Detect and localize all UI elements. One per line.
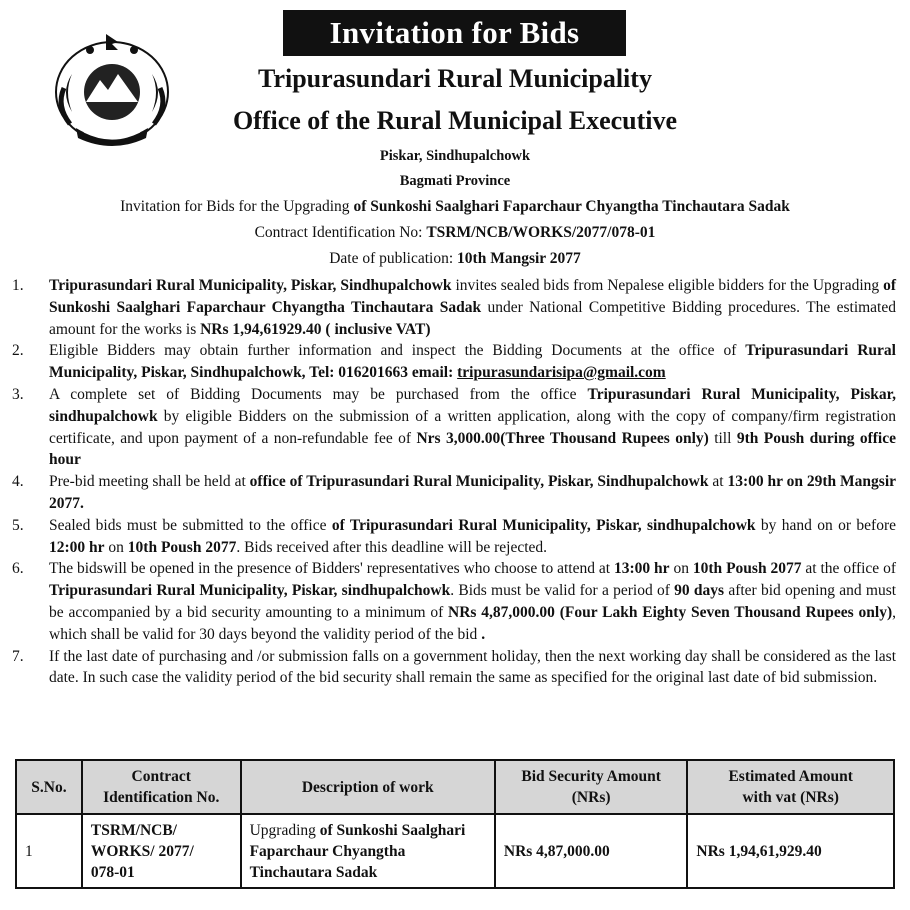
list-item: 2. Eligible Bidders may obtain further information and inspect the Bidding Documents at the office of Tripurasundari Rural Municipality, Piskar, Sindhupalchowk, Tel: 016201663 email: tripurasundarisipa@gmail.com [12,342,896,382]
header-contract-id: Contract Identification No. [82,760,241,814]
list-item: 6. The bidswill be opened in the presence of Bidders' representatives who choose to attend at 13:00 hr on 10th Poush 2077 at the office of Tripurasundari Rural Municipality, Piskar, sindhupalchowk. Bids must be valid for a period of 90 days after bid opening and must be accompanied by a bid security amounting to a minimum of NRs 4,87,000.00 (Four Lakh Eighty Seven Thousand Rupees only), which shall be valid for 30 days beyond the validity period of the bid . [12,560,897,643]
list-item: 3. A complete set of Bidding Documents may be purchased from the office Tripurasundari Rural Municipality, Piskar, sindhupalchowk by eligible Bidders on the submission of a written application, along with the copy of company/firm registration certificate, and upon payment of a non-refundable fee of Nrs 3,000.00(Three Thousand Rupees only) till 9th Poush during office hour [12,385,897,469]
table-row [16,814,894,888]
cell-description: Upgrading of Sunkoshi Saalghari Faparchaur Chyangtha Tinchautara Sadak [241,814,495,888]
organization-name: Tripurasundari Rural Municipality [258,64,652,93]
header-bid-security: Bid Security Amount (NRs) [495,760,688,814]
bid-instructions-list [0,275,910,689]
list-item: 4. Pre-bid meeting shall be held at office of Tripurasundari Rural Municipality, Piskar, Sindhupalchowk at 13:00 hr on 29th Mangsir 2077. [12,473,897,512]
cell-contract-id: TSRM/NCB/ WORKS/ 2077/ 078-01 [82,814,241,888]
table-header-row [16,760,894,814]
list-item: 7. If the last date of purchasing and /or submission falls on a government holiday, then the next working day shall be considered as the last date. In such case the validity period of the bid security shall remain the same as specified for the original last date of bid submission. [12,647,896,687]
email-link[interactable]: tripurasundarisipa@gmail.com [457,364,666,382]
address-line-2: Bagmati Province [399,173,511,189]
header-sno: S.No. [16,760,82,814]
header-description: Description of work [241,760,495,814]
cell-estimated-amount: NRs 1,94,61,929.40 [687,814,894,888]
header-estimated-amount: Estimated Amount with vat (NRs) [687,760,894,814]
contract-id-line: Contract Identification No: TSRM/NCB/WORKS/2077/078-01 [254,224,656,241]
cell-sno: 1 [16,814,82,888]
cell-bid-security: NRs 4,87,000.00 [495,814,688,888]
list-item: 5. Sealed bids must be submitted to the office of Tripurasundari Rural Municipality, Piskar, sindhupalchowk by hand on or before 12:00 hr on 10th Poush 2077. Bids received after this deadline will be rejected. [12,516,896,556]
publication-date-line: Date of publication: 10th Mangsir 2077 [329,250,581,267]
list-item: 1. Tripurasundari Rural Municipality, Piskar, Sindhupalchowk invites sealed bids from Nepalese eligible bidders for the Upgrading of Sunkoshi Saalghari Faparchaur Chyangtha Tinchautara Sadak under National Competitive Bidding procedures. The estimated amount for the works is NRs 1,94,61929.40 ( inclusive VAT) [12,277,896,338]
office-name: Office of the Rural Municipal Executive [232,106,678,135]
bid-details-table [15,759,895,889]
address-line-1: Piskar, Sindhupalchowk [379,148,531,164]
page-banner: Invitation for Bids [283,10,626,56]
invitation-line: Invitation for Bids for the Upgrading of Sunkoshi Saalghari Faparchaur Chyangtha Tinchautara Sadak [120,198,790,215]
